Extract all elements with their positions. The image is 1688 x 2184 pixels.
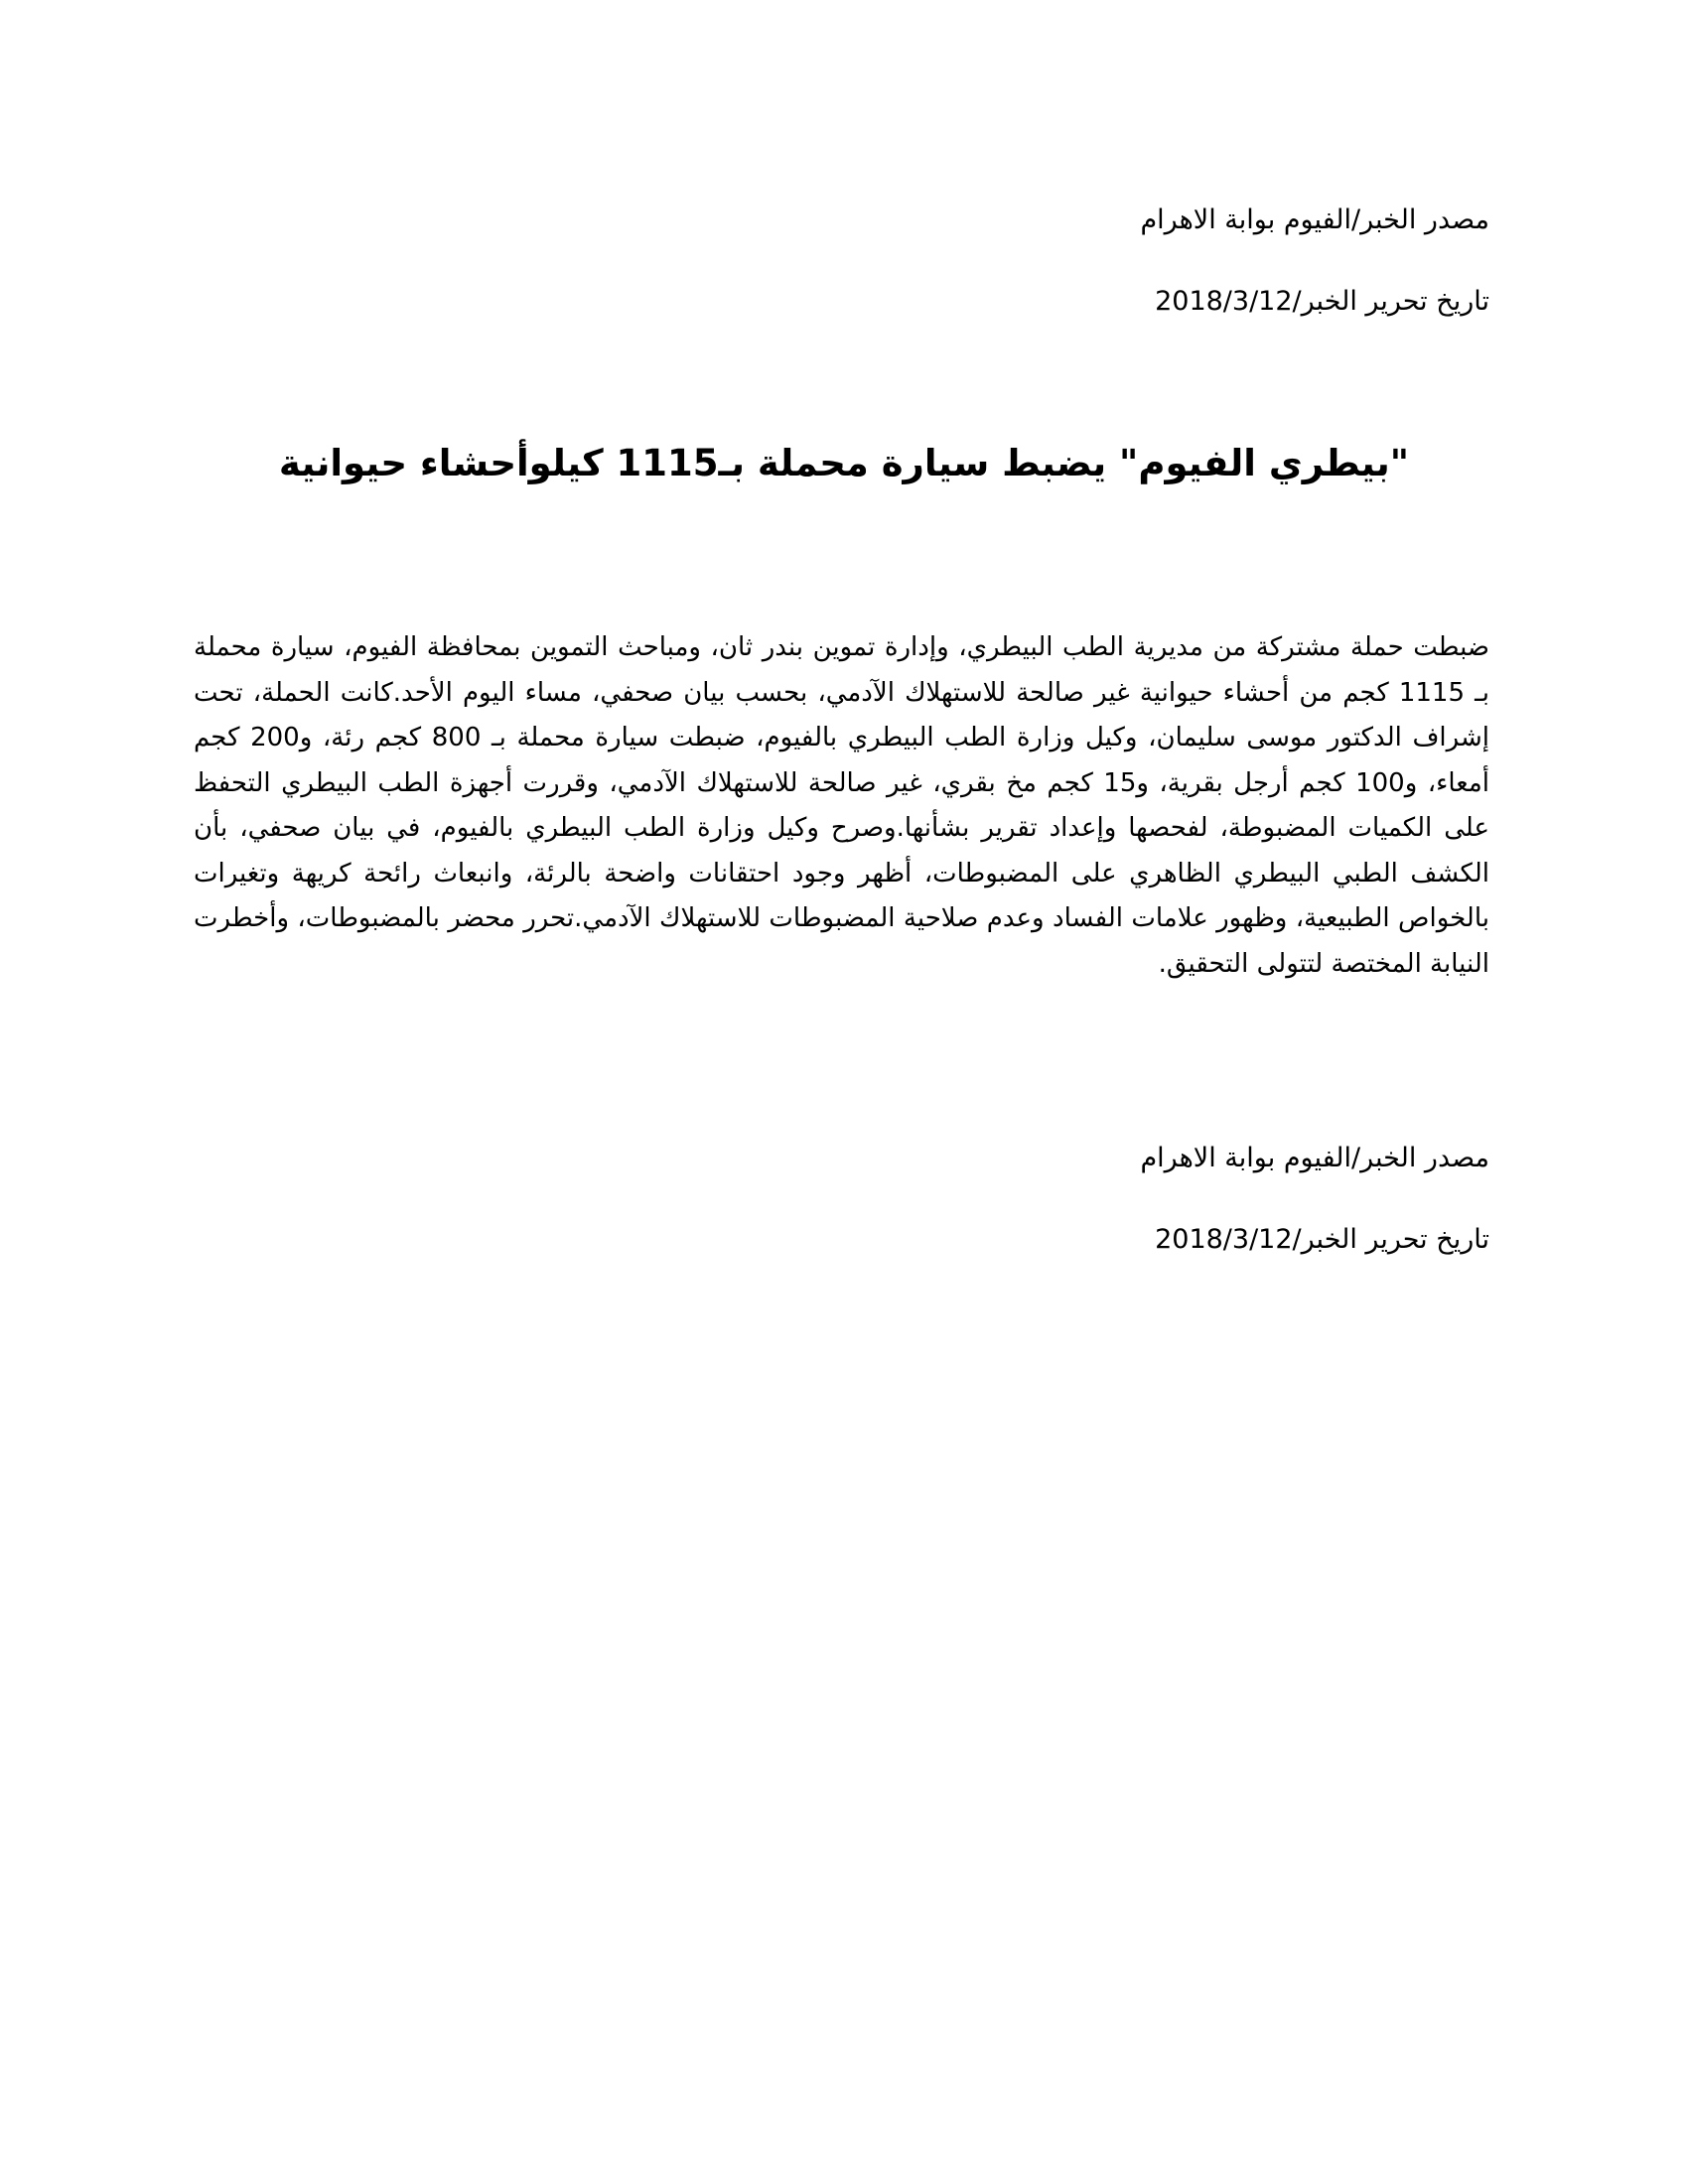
footer-source-line: مصدر الخبر/الفيوم بوابة الاهرام — [1140, 1143, 1489, 1173]
footer-date-line: تاريخ تحرير الخبر/2018/3/12 — [1155, 1224, 1489, 1255]
news-date-line: تاريخ تحرير الخبر/2018/3/12 — [1155, 286, 1489, 317]
article-body: ضبطت حملة مشتركة من مديرية الطب البيطري، وإدارة تموين بندر ثان، ومباحث التموين بمحافظة الفيوم، سيارة محملة بـ 1115 كجم من أحشاء حيوانية غير صالحة للاستهلاك الآدمي، بحسب بيان صحفي، مساء اليوم الأحد.كانت الحملة، تحت إشراف الدكتور موسى سليمان، وكيل وزارة الطب البيطري بالفيوم، ضبطت سيارة محملة بـ 800 كجم رئة، و200 كجم أمعاء، و100 كجم أرجل بقرية، و15 كجم مخ بقري، غير صالحة للاستهلاك الآدمي، وقررت أجهزة الطب البيطري التحفظ على الكميات المضبوطة، لفحصها وإعداد تقرير بشأنها.وصرح وكيل وزارة الطب البيطري بالفيوم، في بيان صحفي، بأن الكشف الطبي البيطري الظاهري على المضبوطات، أظهر وجود احتقانات واضحة بالرئة، وانبعاث رائحة كريهة وتغيرات بالخواص الطبيعية، وظهور علامات الفساد وعدم صلاحية المضبوطات للاستهلاك الآدمي.تحرر محضر بالمضبوطات، وأخطرت النيابة المختصة لتتولى التحقيق. — [194, 632, 1490, 979]
news-source-line: مصدر الخبر/الفيوم بوابة الاهرام — [1140, 205, 1489, 235]
article-headline: "بيطري الفيوم" يضبط سيارة محملة بـ1115 كيلوأحشاء حيوانية — [278, 442, 1410, 484]
